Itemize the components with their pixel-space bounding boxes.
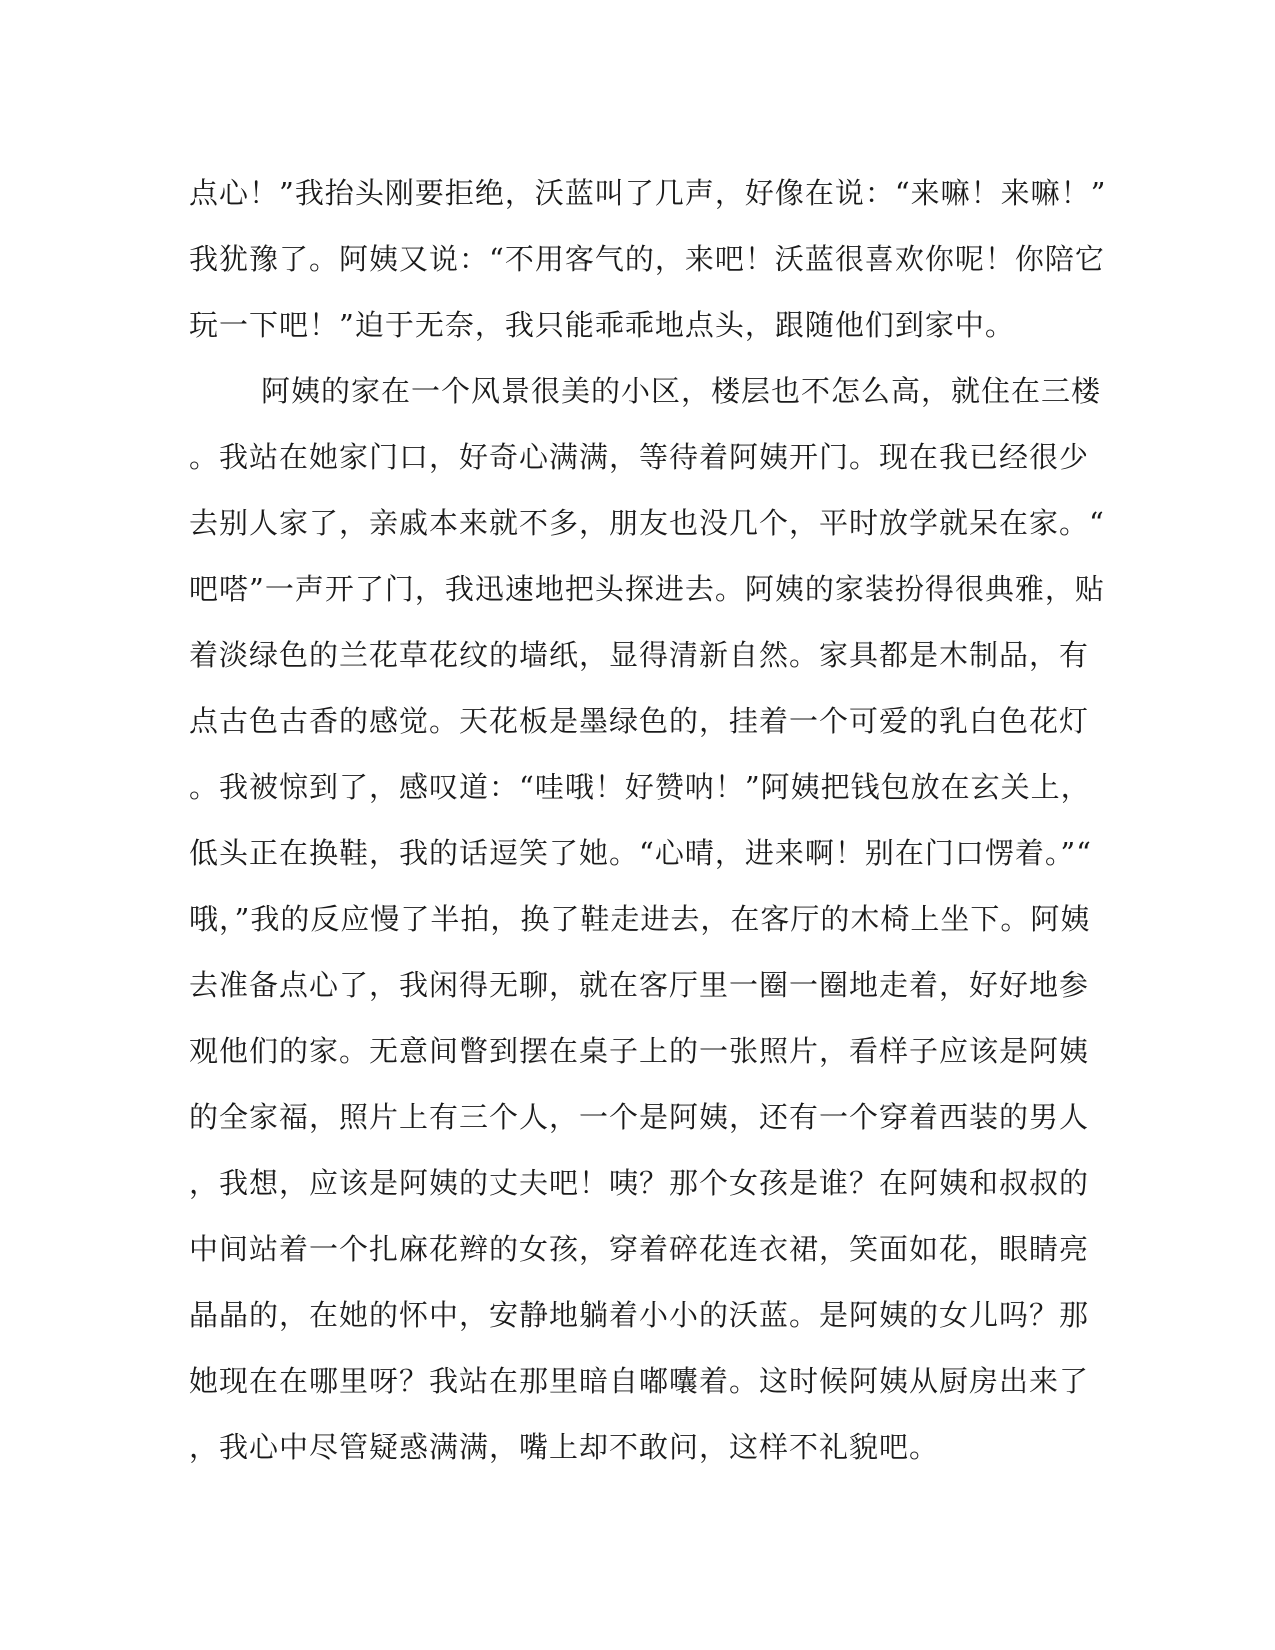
text-line: 玩一下吧！”迫于无奈，我只能乖乖地点头，跟随他们到家中。 (189, 308, 1015, 342)
text-line: 去准备点心了，我闲得无聊，就在客厅里一圈一圈地走着，好好地参 (189, 968, 1090, 1002)
text-line: 点心！”我抬头刚要拒绝，沃蓝叫了几声，好像在说：“来嘛！来嘛！” (189, 176, 1107, 210)
text-line: 着淡绿色的兰花草花纹的墙纸，显得清新自然。家具都是木制品，有 (189, 638, 1090, 672)
text-line: 晶晶的，在她的怀中，安静地躺着小小的沃蓝。是阿姨的女儿吗？那 (189, 1298, 1090, 1332)
text-line: 她现在在哪里呀？我站在那里暗自嘟囔着。这时候阿姨从厨房出来了 (189, 1364, 1090, 1398)
text-line: ，我想，应该是阿姨的丈夫吧！咦？那个女孩是谁？在阿姨和叔叔的 (189, 1166, 1090, 1200)
text-line: 中间站着一个扎麻花辫的女孩，穿着碎花连衣裙，笑面如花，眼睛亮 (189, 1232, 1090, 1266)
text-line: 去别人家了，亲戚本来就不多，朋友也没几个，平时放学就呆在家。“ (189, 506, 1105, 540)
text-line: 的全家福，照片上有三个人，一个是阿姨，还有一个穿着西装的男人 (189, 1100, 1090, 1134)
text-line: 我犹豫了。阿姨又说：“不用客气的，来吧！沃蓝很喜欢你呢！你陪它 (189, 242, 1105, 276)
text-line: ，我心中尽管疑惑满满，嘴上却不敢问，这样不礼貌吧。 (189, 1430, 940, 1464)
text-line: 观他们的家。无意间瞥到摆在桌子上的一张照片，看样子应该是阿姨 (189, 1034, 1090, 1068)
text-line: 。我站在她家门口，好奇心满满，等待着阿姨开门。现在我已经很少 (189, 440, 1090, 474)
paragraph-start-line: 阿姨的家在一个风景很美的小区，楼层也不怎么高，就住在三楼 (261, 374, 1102, 408)
text-line: 哦，”我的反应慢了半拍，换了鞋走进去，在客厅的木椅上坐下。阿姨 (189, 902, 1091, 936)
text-line: 点古色古香的感觉。天花板是墨绿色的，挂着一个可爱的乳白色花灯 (189, 704, 1090, 738)
text-line: 低头正在换鞋，我的话逗笑了她。“心晴，进来啊！别在门口愣着。”“ (189, 836, 1092, 870)
text-line: 。我被惊到了，感叹道：“哇哦！好赞呐！”阿姨把钱包放在玄关上， (189, 770, 1091, 804)
body-text (189, 160, 1107, 1480)
text-line: 吧嗒”一声开了门，我迅速地把头探进去。阿姨的家装扮得很典雅，贴 (189, 572, 1105, 606)
